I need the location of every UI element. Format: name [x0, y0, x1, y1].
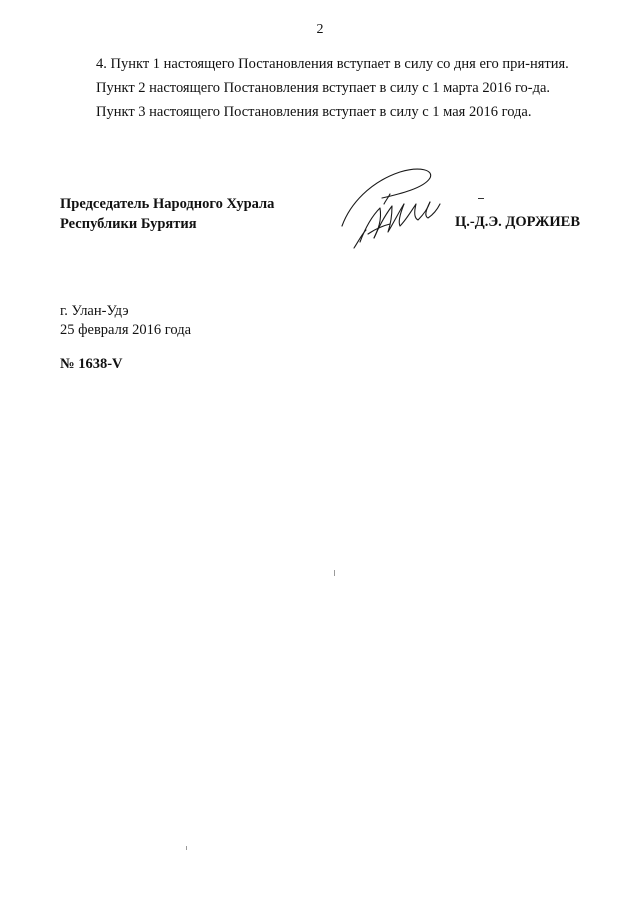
handwritten-signature — [330, 164, 450, 254]
signatory-title-line-1: Председатель Народного Хурала — [60, 196, 275, 212]
paragraph-clause-2-effective: Пункт 2 настоящего Постановления вступает в силу с 1 марта 2016 го-да. — [96, 80, 551, 96]
scan-speck — [186, 846, 187, 850]
city: г. Улан-Удэ — [60, 303, 129, 319]
place-and-date — [60, 302, 191, 340]
document-number: № 1638-V — [60, 356, 123, 372]
paragraph-clause-4: 4. Пункт 1 настоящего Постановления вступает в силу со дня его при-нятия. — [96, 56, 569, 72]
date: 25 февраля 2016 года — [60, 322, 192, 338]
signature-tick-mark — [478, 198, 484, 199]
signatory-title — [60, 194, 274, 234]
signature-block — [60, 194, 580, 254]
scan-speck — [334, 570, 335, 576]
page-number: 2 — [316, 22, 324, 37]
signatory-title-line-2: Республики Бурятия — [60, 216, 197, 232]
document-body — [60, 54, 580, 122]
signatory-name: Ц.-Д.Э. ДОРЖИЕВ — [455, 214, 580, 230]
paragraph-clause-3-effective: Пункт 3 настоящего Постановления вступает в силу с 1 мая 2016 года. — [96, 104, 532, 120]
